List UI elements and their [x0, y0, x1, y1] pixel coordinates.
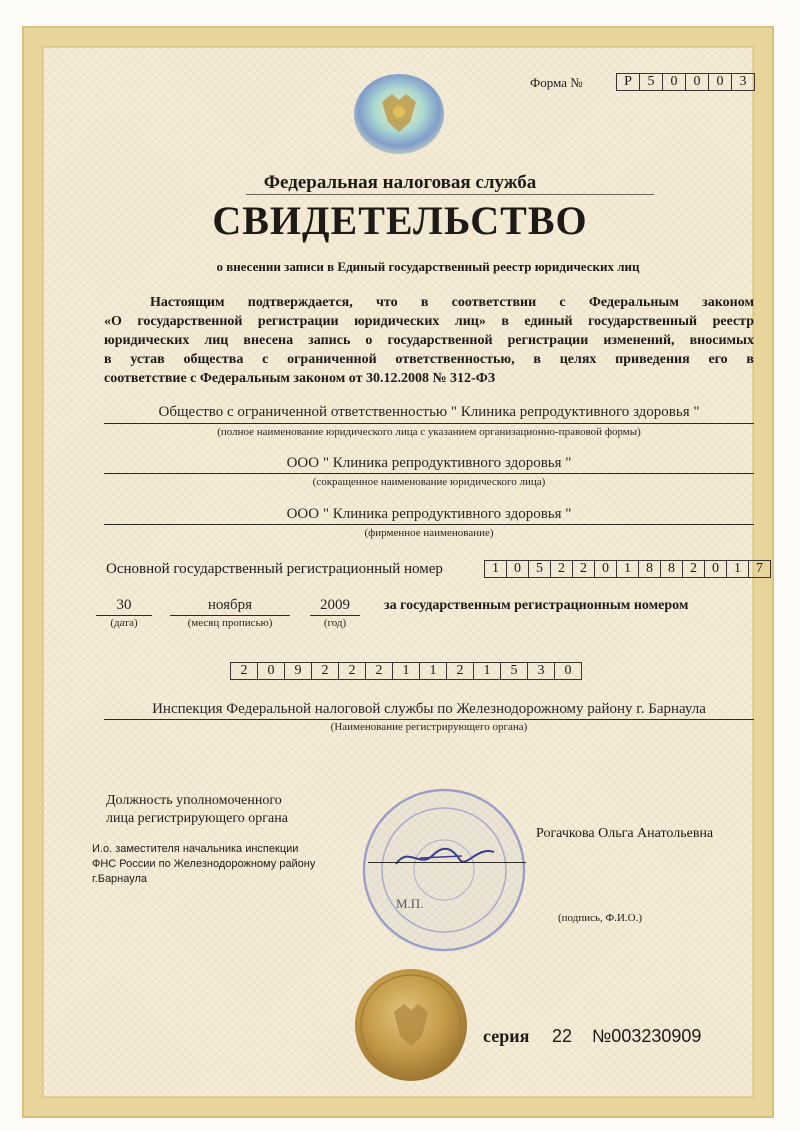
certification-paragraph — [104, 293, 754, 388]
ogrn-digit-boxes — [484, 560, 771, 578]
digit-box: 2 — [573, 561, 595, 577]
digit-box: 9 — [285, 663, 312, 679]
digit-box: 0 — [507, 561, 529, 577]
digit-box: 3 — [739, 74, 747, 89]
reg-day-caption: (дата) — [110, 617, 138, 629]
digit-box: 2 — [683, 561, 705, 577]
reg-number-label: за государственным регистрационным номером — [384, 598, 689, 613]
gold-seal-icon — [352, 966, 470, 1084]
reg-year: 2009 — [320, 597, 350, 613]
series-value: 22 — [552, 1026, 573, 1046]
digit-box: 0 — [705, 561, 727, 577]
digit-box: 2 — [231, 663, 258, 679]
signature-caption: (подпись, Ф.И.О.) — [558, 912, 642, 924]
digit-box: 1 — [393, 663, 420, 679]
digit-box: 0 — [595, 561, 617, 577]
entity-full-name: Общество с ограниченной ответственностью " Клиника репродуктивного здоровья " — [158, 404, 700, 420]
digit-box: 0 — [564, 663, 572, 678]
digit-box: 0 — [258, 663, 285, 679]
digit-box: 1 — [617, 561, 639, 577]
paragraph-line: юридических лиц внесена запись о государственной регистрации изменений, вносимых — [104, 333, 754, 348]
paragraph-line: Настоящим подтверждается, что в соответствии с Федеральным законом — [150, 295, 754, 310]
form-label: Форма № — [530, 75, 583, 90]
digit-box: 2 — [312, 663, 339, 679]
reg-month: ноября — [207, 597, 253, 613]
handwritten-signature-icon — [390, 838, 500, 878]
agency-name: Федеральная налоговая служба — [263, 172, 537, 193]
entity-brand-name: ООО " Клиника репродуктивного здоровья " — [286, 506, 572, 522]
digit-box: 7 — [756, 561, 763, 576]
paragraph-line: «О государственной регистрации юридических лиц» в единый государственный реестр — [104, 314, 754, 329]
digit-box: 5 — [501, 663, 528, 679]
registering-authority: Инспекция Федеральной налоговой службы по Железнодорожному району г. Барнаула — [152, 701, 706, 717]
digit-box: 8 — [661, 561, 683, 577]
signer-name: Рогачкова Ольга Анатольевна — [536, 826, 714, 841]
reg-year-caption: (год) — [323, 617, 347, 629]
entity-brand-name-caption: (фирменное наименование) — [364, 527, 494, 539]
registering-authority-caption: (Наименование регистрирующего органа) — [330, 721, 528, 733]
digit-box: 5 — [529, 561, 551, 577]
digit-box: Р — [617, 74, 640, 90]
reg-day: 30 — [116, 597, 132, 613]
reg-month-caption: (месяц прописью) — [187, 617, 273, 629]
digit-box: 8 — [639, 561, 661, 577]
paragraph-line: в устав общества с ограниченной ответственностью, в целях приведения его в — [104, 352, 754, 367]
digit-box: 2 — [366, 663, 393, 679]
series-number: №003230909 — [592, 1026, 702, 1046]
digit-box: 2 — [551, 561, 573, 577]
digit-box: 2 — [339, 663, 366, 679]
digit-box: 3 — [528, 663, 555, 679]
entity-short-name-caption: (сокращенное наименование юридического лица) — [312, 476, 546, 488]
hologram-emblem-icon — [352, 72, 446, 156]
ogrn-label: Основной государственный регистрационный номер — [106, 561, 443, 577]
series-label: серия — [483, 1026, 530, 1046]
entity-short-name: ООО " Клиника репродуктивного здоровья " — [286, 455, 572, 471]
digit-box: 0 — [663, 74, 686, 90]
position-label: Должность уполномоченного лица регистрирующего органа — [106, 793, 288, 826]
digit-box: 5 — [640, 74, 663, 90]
signer-position: И.о. заместителя начальника инспекции ФНС России по Железнодорожному району г.Барнаула — [92, 843, 316, 885]
form-code-boxes — [616, 73, 755, 91]
entity-full-name-caption: (полное наименование юридического лица с указанием организационно-правовой формы) — [217, 426, 641, 438]
reg-number-digit-boxes — [230, 662, 582, 680]
stamp-place-label: М.П. — [396, 896, 424, 911]
digit-box: 1 — [485, 561, 507, 577]
paragraph-line: соответствие с Федеральным законом от 30.12.2008 № 312-ФЗ — [104, 371, 496, 386]
digit-box: 0 — [686, 74, 709, 90]
document-title: СВИДЕТЕЛЬСТВО — [212, 198, 588, 243]
digit-box: 2 — [447, 663, 474, 679]
digit-box: 1 — [474, 663, 501, 679]
document-subtitle: о внесении записи в Единый государственный реестр юридических лиц — [216, 259, 640, 274]
digit-box: 1 — [727, 561, 749, 577]
digit-box: 1 — [420, 663, 447, 679]
digit-box: 0 — [709, 74, 732, 90]
